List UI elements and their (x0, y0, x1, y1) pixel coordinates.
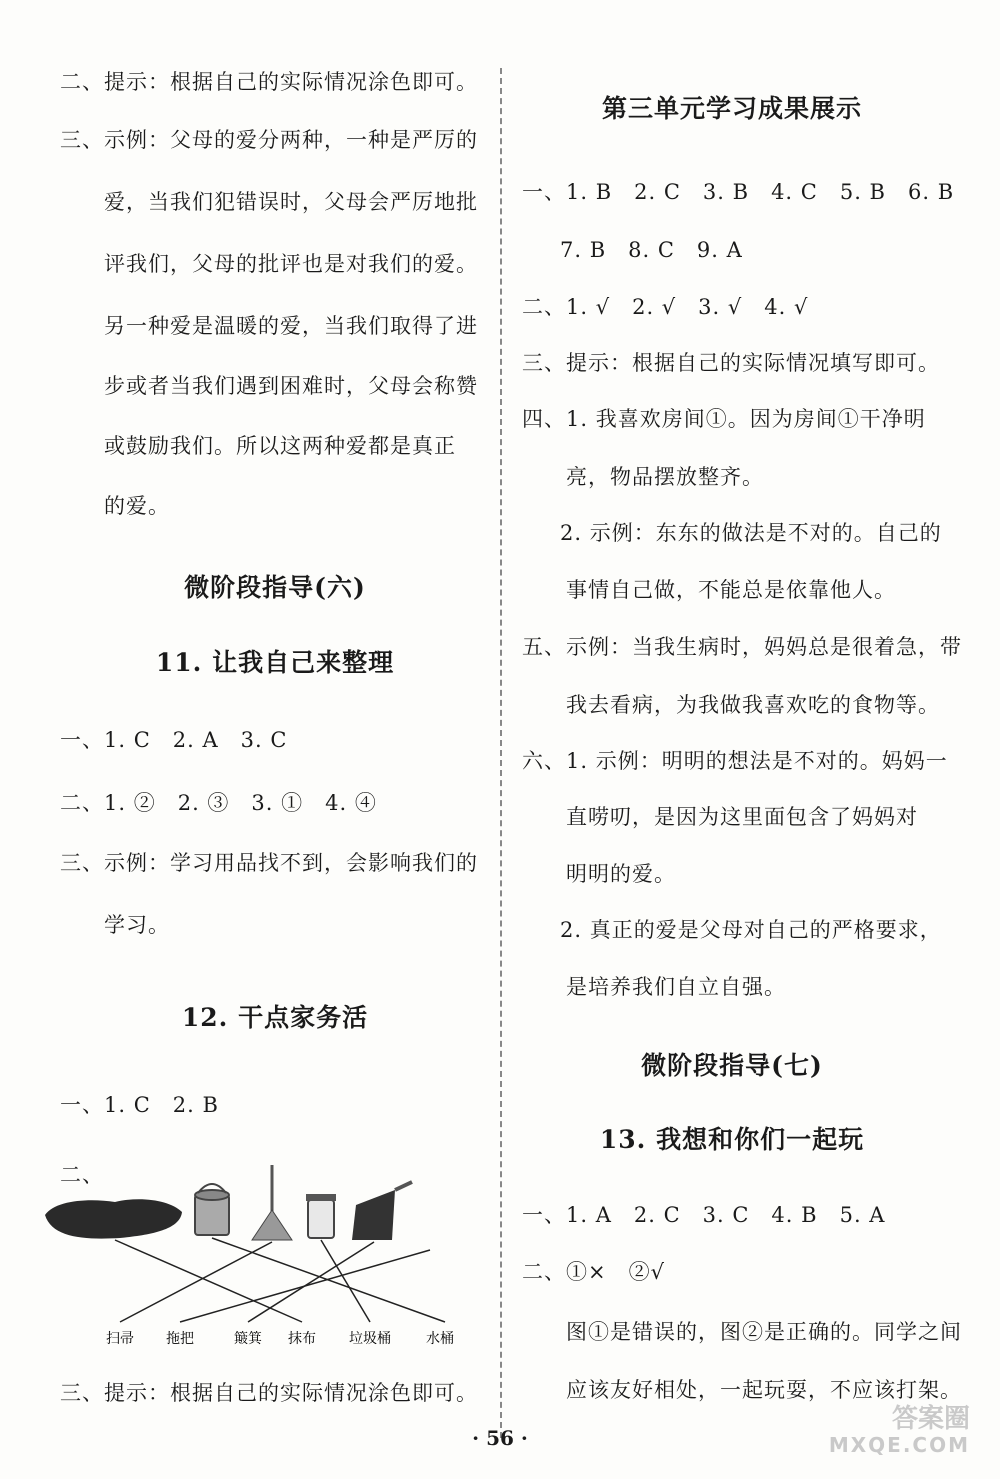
answer-line: 一、1. C 2. A 3. C (60, 728, 288, 752)
answer-line: 二、1. ② 2. ③ 3. ① 4. ④ (60, 791, 377, 815)
dustpan-icon (352, 1190, 395, 1240)
label-broom: 扫帚 (106, 1331, 134, 1347)
answer-line: 三、提示：根据自己的实际情况涂色即可。 (60, 1381, 478, 1405)
answer-line: 图①是错误的，图②是正确的。同学之间 (566, 1320, 962, 1344)
answer-line: 四、1. 我喜欢房间①。因为房间①干净明 (522, 407, 926, 431)
text-line: 爱，当我们犯错误时，父母会严厉地批 (104, 190, 478, 214)
section-heading: 微阶段指导(六) (184, 573, 366, 602)
answer-line: 亮，物品摆放整齐。 (566, 465, 764, 489)
label-bucket: 水桶 (426, 1331, 454, 1347)
section-heading: 第三单元学习成果展示 (601, 94, 862, 123)
answer-line: 应该友好相处，一起玩耍，不应该打架。 (566, 1378, 962, 1402)
answer-line: 一、1. A 2. C 3. C 4. B 5. A (522, 1203, 886, 1227)
text-line: 评我们，父母的批评也是对我们的爱。 (104, 252, 478, 276)
text-line: 三、示例：父母的爱分两种，一种是严厉的 (60, 128, 478, 152)
label-dustpan: 簸箕 (234, 1331, 262, 1347)
answer-line: 学习。 (104, 913, 170, 937)
answer-line: 是培养我们自立自强。 (566, 975, 786, 999)
answer-line: 一、1. C 2. B (60, 1093, 219, 1117)
answer-line: 二、1. √ 2. √ 3. √ 4. √ (522, 295, 809, 319)
watermark: 答案圈 MXQE.COM (828, 1404, 970, 1457)
text-line: 二、提示：根据自己的实际情况涂色即可。 (60, 70, 478, 94)
answer-line: 六、1. 示例：明明的想法是不对的。妈妈一 (522, 749, 948, 773)
section-heading: 12. 干点家务活 (181, 1003, 369, 1032)
answer-line: 三、提示：根据自己的实际情况填写即可。 (522, 351, 940, 375)
section-heading: 13. 我想和你们一起玩 (599, 1125, 865, 1154)
text-line: 另一种爱是温暖的爱，当我们取得了进 (104, 314, 478, 338)
answer-line: 三、示例：学习用品找不到，会影响我们的 (60, 851, 478, 875)
answer-line: 五、示例：当我生病时，妈妈总是很着急，带 (522, 635, 962, 659)
page-number: · 56 · (472, 1426, 528, 1450)
section-heading: 11. 让我自己来整理 (155, 648, 395, 677)
rag-icon (45, 1199, 182, 1238)
label-trash-can: 垃圾桶 (349, 1331, 391, 1347)
answer-line: 二、①× ②√ (522, 1260, 665, 1284)
trash-can-icon (308, 1200, 334, 1238)
answer-line: 7. B 8. C 9. A (560, 238, 743, 262)
answer-line: 明明的爱。 (566, 862, 676, 886)
answer-line: 事情自己做，不能总是依靠他人。 (566, 578, 896, 602)
section-heading: 微阶段指导(七) (641, 1051, 823, 1080)
answer-line: 二、 (60, 1163, 104, 1187)
text-line: 或鼓励我们。所以这两种爱都是真正 (104, 434, 456, 458)
answer-line: 我去看病，为我做我喜欢吃的食物等。 (566, 693, 940, 717)
label-mop: 拖把 (166, 1331, 194, 1347)
answer-line: 2. 示例：东东的做法是不对的。自己的 (560, 521, 942, 545)
answer-line: 直唠叨，是因为这里面包含了妈妈对 (566, 805, 918, 829)
answer-line: 一、1. B 2. C 3. B 4. C 5. B 6. B (522, 180, 955, 204)
text-line: 步或者当我们遇到困难时，父母会称赞 (104, 374, 478, 398)
column-divider (500, 68, 502, 1438)
answer-line: 2. 真正的爱是父母对自己的严格要求， (560, 918, 942, 942)
matching-illustration (40, 1160, 460, 1350)
text-line: 的爱。 (104, 494, 170, 518)
label-rag: 抹布 (288, 1331, 316, 1347)
